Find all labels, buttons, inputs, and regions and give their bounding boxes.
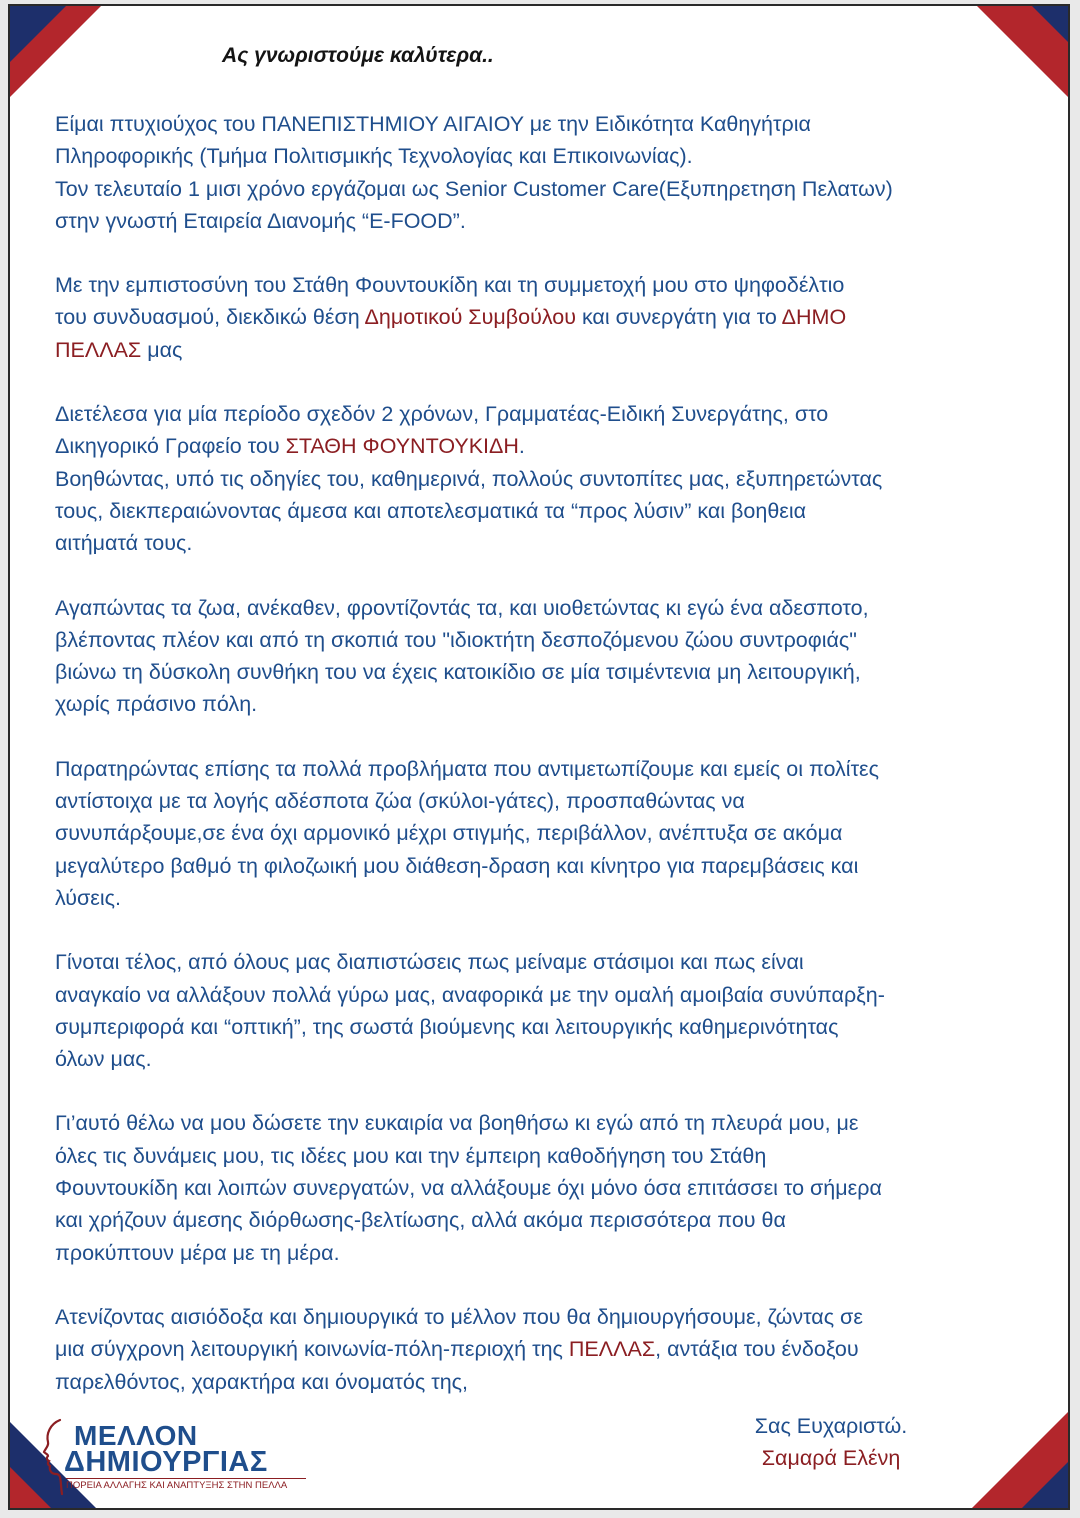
paragraph-8	[55, 1301, 1045, 1398]
body-text-run: Γι’αυτό θέλω να μου δώσετε την ευκαιρία να βοηθήσω κι εγώ από τη πλευρά μου, με όλες τις δυνάμεις μου, τις ιδέες μου και την έμπειρη καθοδήγηση του Στάθη Φουντουκίδη και λοιπών συνεργατών, να αλλάξουμε όχι μόνο όσα επιτάσσει το σήμερα και χρήζουν άμεσης διόρθωσης-βελτίωσης, αλλά ακόμα περισσότερα που θα προκύπτουν μέρα με τη μέρα.	[55, 1111, 882, 1265]
letter-heading: Ας γνωριστούμε καλύτερα..	[222, 44, 494, 67]
highlight-text: ΣΤΑΘΗ ΦΟΥΝΤΟΥΚΙΔΗ	[285, 434, 519, 459]
body-text-run: Ατενίζοντας αισιόδοξα και δημιουργικά το μέλλον που θα δημιουργήσουμε, ζώντας σε μια σύγχρονη λειτουργική κοινωνία-πόλη-περιοχή της	[55, 1304, 863, 1362]
body-text-run: Γίνοται τέλος, από όλους μας διαπιστώσεις πως μείναμε στάσιμοι και πως είναι αναγκαίο να αλλάξουν πολλά γύρω μας, αναφορικά με την ομαλή αμοιβαία συνύπαρξη- συμπεριφορά και “οπτική”, της σωστά βιούμενης και λειτουργικής καθημερινότητας όλων μας.	[55, 950, 885, 1072]
body-text-run: . Βοηθώντας, υπό τις οδηγίες του, καθημερινά, πολλούς συντοπίτες μας, εξυπηρετώντας τους, διεκπεραιώνοντας άμεσα και αποτελεσματικά τα “προς λύσιν” και βοηθεια αιτήματά τους.	[55, 434, 883, 556]
letter-page	[8, 4, 1070, 1510]
body-text-run: Αγαπώντας τα ζωα, ανέκαθεν, φροντίζοντάς τα, και υιοθετώντας κι εγώ ένα αδεσποτο, βλέποντας πλέον και από τη σκοπιά του "ιδιοκτήτη δεσποζόμενου ζώου συντροφιάς" βιώνω τη δύσκολη συνθήκη του να έχεις κατοικίδιο σε μία τσιμέντενια μη λειτουργική, χωρίς πράσινο πόλη.	[55, 595, 869, 717]
paragraph-1	[55, 108, 1045, 237]
paragraph-2	[55, 269, 1045, 366]
logo-line-1: ΜΕΛΛΟΝ	[74, 1420, 198, 1451]
highlight-text: ΔΗΜΟ ΠΕΛΛΑΣ	[55, 305, 847, 362]
body-text-run: , αντάξια του ένδοξου παρελθόντος, χαρακτήρα και όνοματός της,	[55, 1337, 859, 1394]
letter-body	[55, 108, 1045, 1430]
body-text-run: Παρατηρώντας επίσης τα πολλά προβλήματα που αντιμετωπίζουμε και εμείς οι πολίτες αντίστοιχα με τα λογής αδέσποτα ζώα (σκύλοι-γάτες), προσπαθώντας να συνυπάρξουμε,σε ένα όχι αρμονικό μέχρι στιγμής, περιβάλλον, ανέπτυξα σε ακόμα μεγαλύτερο βαθμό τη φιλοζωική μου διάθεση-δραση και κίνητρο για παρεμβάσεις και λύσεις.	[55, 756, 880, 910]
logo-line-2: ΔΗΜΙΟΥΡΓΙΑΣ	[64, 1446, 268, 1478]
party-logo	[38, 1418, 308, 1498]
signoff-name: Σαμαρά Ελένη	[761, 1446, 901, 1470]
body-text-run: Με την εμπιστοσύνη του Στάθη Φουντουκίδη και τη συμμετοχή μου στο ψηφοδέλτιο του συνδυασμού, διεκδικώ θέση	[55, 273, 845, 330]
body-text-run: Είμαι πτυχιούχος του ΠΑΝΕΠΙΣΤΗΜΙΟΥ ΑΙΓΑΙΟΥ με την Ειδικότητα Καθηγήτρια Πληροφορικής (Τμήμα Πολιτισμικής Τεχνολογίας και Επικοινωνίας). Τον τελευταίο 1 μισι χρόνο εργάζομαι ως Senior Customer Care(Εξυπηρετηση Πελατων) στην γνωστή Εταιρεία Διανομής “E-FOOD”.	[55, 112, 893, 233]
body-text-run: Διετέλεσα για μία περίοδο σχεδόν 2 χρόνων, Γραμματέας-Ειδική Συνεργάτης, στο Δικηγορικό Γραφείο του	[55, 402, 829, 459]
logo-divider	[66, 1478, 306, 1479]
body-text-run: και συνεργάτη για το	[575, 305, 782, 330]
paragraph-6	[55, 946, 1045, 1075]
highlight-text: Δημοτικού Συμβούλου	[364, 305, 576, 330]
signoff-thanks: Σας Ευχαριστώ.	[754, 1414, 908, 1438]
paragraph-4	[55, 592, 1045, 721]
logo-tagline: ΠΟΡΕΙΑ ΑΛΛΑΓΗΣ ΚΑΙ ΑΝΑΠΤΥΞΗΣ ΣΤΗΝ ΠΕΛΛΑ	[66, 1480, 288, 1491]
highlight-text: ΠΕΛΛΑΣ	[568, 1337, 656, 1362]
body-text-run: μας	[141, 337, 183, 362]
signoff	[726, 1410, 936, 1474]
paragraph-3	[55, 398, 1045, 559]
paragraph-7	[55, 1107, 1045, 1268]
paragraph-5	[55, 753, 1045, 914]
